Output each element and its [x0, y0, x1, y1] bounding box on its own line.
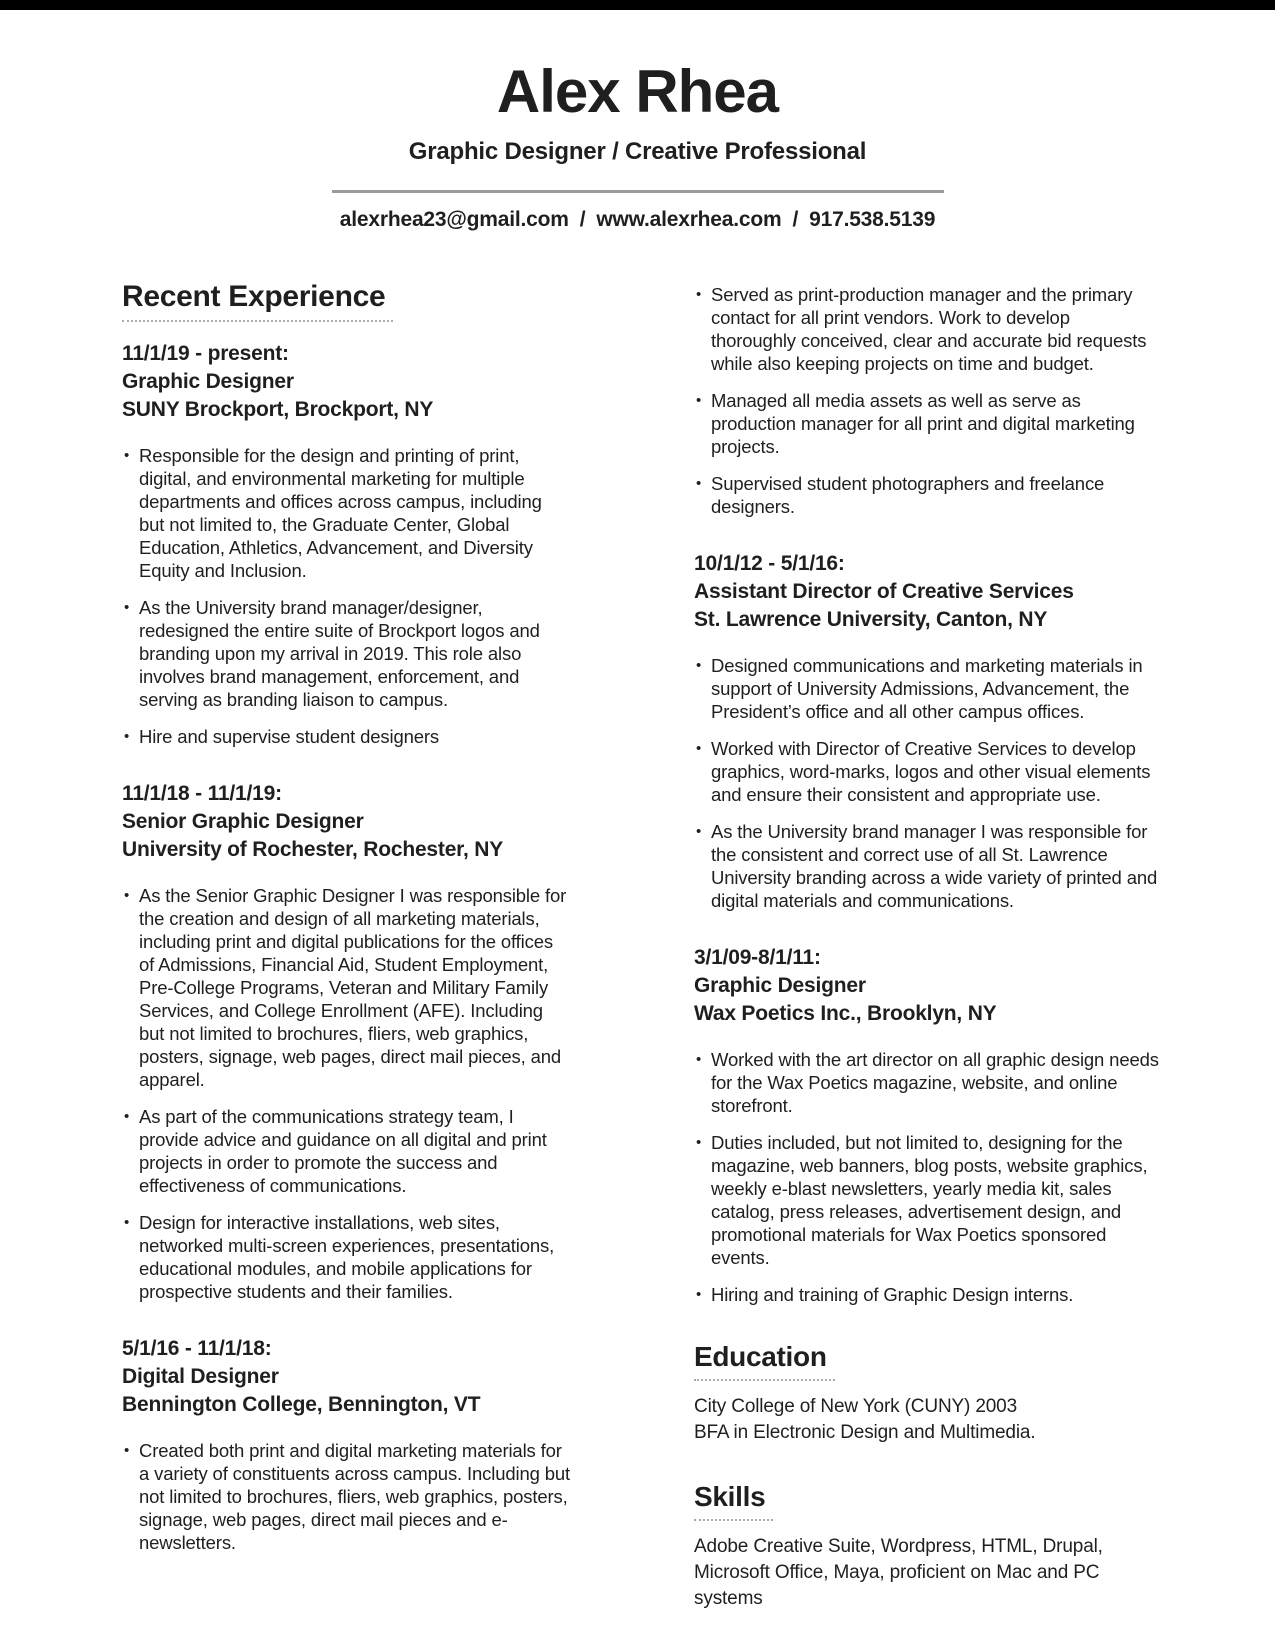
bullet-item: • As the Senior Graphic Designer I was responsible for the creation and design of all marketing materials, including print and digital publications for the offices of Admissions, Financial Aid, Student Employment, Pre-College Programs, Veteran and Military Family Services, and College Enrollment (AFE). Including but not limited to brochures, fliers, web graphics, posters, signage, web pages, direct mail pieces, and apparel. — [122, 884, 572, 1091]
bullet-list — [122, 1439, 572, 1554]
bullet-item: • Duties included, but not limited to, designing for the magazine, web banners, blog posts, website graphics, weekly e-blast newsletters, yearly media kit, sales catalog, press releases, advertisement design, and promotional materials for Wax Poetics sponsored events. — [694, 1131, 1159, 1269]
job-company: Bennington College, Bennington, VT — [122, 1393, 481, 1416]
bullet-list — [122, 444, 572, 748]
contact-email: alexrhea23@gmail.com — [339, 208, 569, 231]
bullet-item: • Responsible for the design and printing of print, digital, and environmental marketing for multiple departments and offices across campus, including but not limited to, the Graduate Center, Global Education, Athletics, Advancement, and Diversity Equity and Inclusion. — [122, 444, 572, 582]
contact-website: www.alexrhea.com — [596, 208, 782, 231]
job-date-range: 11/1/19 - present: — [122, 342, 289, 365]
section-heading-recent-experience: Recent Experience — [122, 280, 393, 322]
bullet-item: • Created both print and digital marketing materials for a variety of constituents across campus. Including but not limited to brochures, fliers, web graphics, posters, signage, web pages, direct mail pieces and e-newsletters. — [122, 1439, 572, 1554]
bullet-list — [694, 1048, 1159, 1306]
job-title: Senior Graphic Designer — [122, 810, 364, 833]
right-column-blocks — [694, 283, 1159, 1612]
contact-line — [0, 208, 1275, 232]
left-column-blocks — [122, 340, 572, 1554]
section-heading-education: Education — [694, 1342, 835, 1381]
bullet-item: • Hire and supervise student designers — [122, 725, 572, 748]
job-header — [122, 340, 572, 424]
job-title: Graphic Designer — [694, 974, 866, 997]
bullet-list — [694, 283, 1159, 518]
name-title: Alex Rhea — [496, 58, 779, 125]
tagline: Graphic Designer / Creative Professional — [408, 138, 867, 165]
paragraph — [694, 1534, 1159, 1612]
job-header — [694, 944, 1159, 1028]
job-header — [122, 1335, 572, 1419]
bullet-item: • Worked with the art director on all graphic design needs for the Wax Poetics magazine, website, and online storefront. — [694, 1048, 1159, 1117]
job-title: Graphic Designer — [122, 370, 294, 393]
job-header — [122, 780, 572, 864]
bullet-item: • As the University brand manager I was responsible for the consistent and correct use of all St. Lawrence University branding across a wide variety of printed and digital materials and communications. — [694, 820, 1159, 912]
header-divider — [332, 190, 944, 193]
contact-phone: 917.538.5139 — [809, 208, 936, 231]
job-company: St. Lawrence University, Canton, NY — [694, 608, 1048, 631]
paragraph-line: Adobe Creative Suite, Wordpress, HTML, Drupal, Microsoft Office, Maya, proficient on Mac and PC systems — [694, 1535, 1103, 1609]
bullet-item: • Design for interactive installations, web sites, networked multi-screen experiences, presentations, educational modules, and mobile applications for prospective students and their families. — [122, 1211, 572, 1303]
left-column — [122, 280, 572, 1612]
section-heading-wrap — [694, 1342, 1159, 1381]
bullet-item: • As part of the communications strategy team, I provide advice and guidance on all digital and print projects in order to promote the success and effectiveness of communications. — [122, 1105, 572, 1197]
bullet-list — [694, 654, 1159, 912]
paragraph — [694, 1394, 1159, 1446]
recent-experience-heading-wrap — [122, 280, 572, 322]
job-date-range: 11/1/18 - 11/1/19: — [122, 782, 282, 805]
job-company: University of Rochester, Rochester, NY — [122, 838, 504, 861]
job-company: SUNY Brockport, Brockport, NY — [122, 398, 434, 421]
bullet-item: • Managed all media assets as well as serve as production manager for all print and digital marketing projects. — [694, 389, 1159, 458]
job-title: Digital Designer — [122, 1365, 279, 1388]
section-heading-skills: Skills — [694, 1482, 773, 1521]
bullet-item: • Supervised student photographers and freelance designers. — [694, 472, 1159, 518]
top-border-bar — [0, 0, 1275, 10]
job-company: Wax Poetics Inc., Brooklyn, NY — [694, 1002, 997, 1025]
bullet-list — [122, 884, 572, 1303]
bullet-item: • Worked with Director of Creative Services to develop graphics, word-marks, logos and other visual elements and ensure their consistent and appropriate use. — [694, 737, 1159, 806]
bullet-item: • Hiring and training of Graphic Design interns. — [694, 1283, 1159, 1306]
section-heading-wrap — [694, 1482, 1159, 1521]
header — [0, 58, 1275, 232]
paragraph-line: BFA in Electronic Design and Multimedia. — [694, 1421, 1036, 1443]
job-title: Assistant Director of Creative Services — [694, 580, 1074, 603]
job-header — [694, 550, 1159, 634]
right-column — [694, 280, 1159, 1612]
contact-separator: / — [579, 208, 586, 231]
job-date-range: 10/1/12 - 5/1/16: — [694, 552, 845, 575]
contact-separator: / — [792, 208, 799, 231]
job-date-range: 3/1/09-8/1/11: — [694, 946, 821, 969]
bullet-item: • Served as print-production manager and the primary contact for all print vendors. Work to develop thoroughly conceived, clear and accurate bid requests while also keeping projects on time and budget. — [694, 283, 1159, 375]
bullet-item: • As the University brand manager/designer, redesigned the entire suite of Brockport logos and branding upon my arrival in 2019. This role also involves brand management, enforcement, and serving as branding liaison to campus. — [122, 596, 572, 711]
job-date-range: 5/1/16 - 11/1/18: — [122, 1337, 272, 1360]
content-columns — [0, 280, 1275, 1612]
bullet-item: • Designed communications and marketing materials in support of University Admissions, Advancement, the President’s office and all other campus offices. — [694, 654, 1159, 723]
paragraph-line: City College of New York (CUNY) 2003 — [694, 1395, 1018, 1417]
